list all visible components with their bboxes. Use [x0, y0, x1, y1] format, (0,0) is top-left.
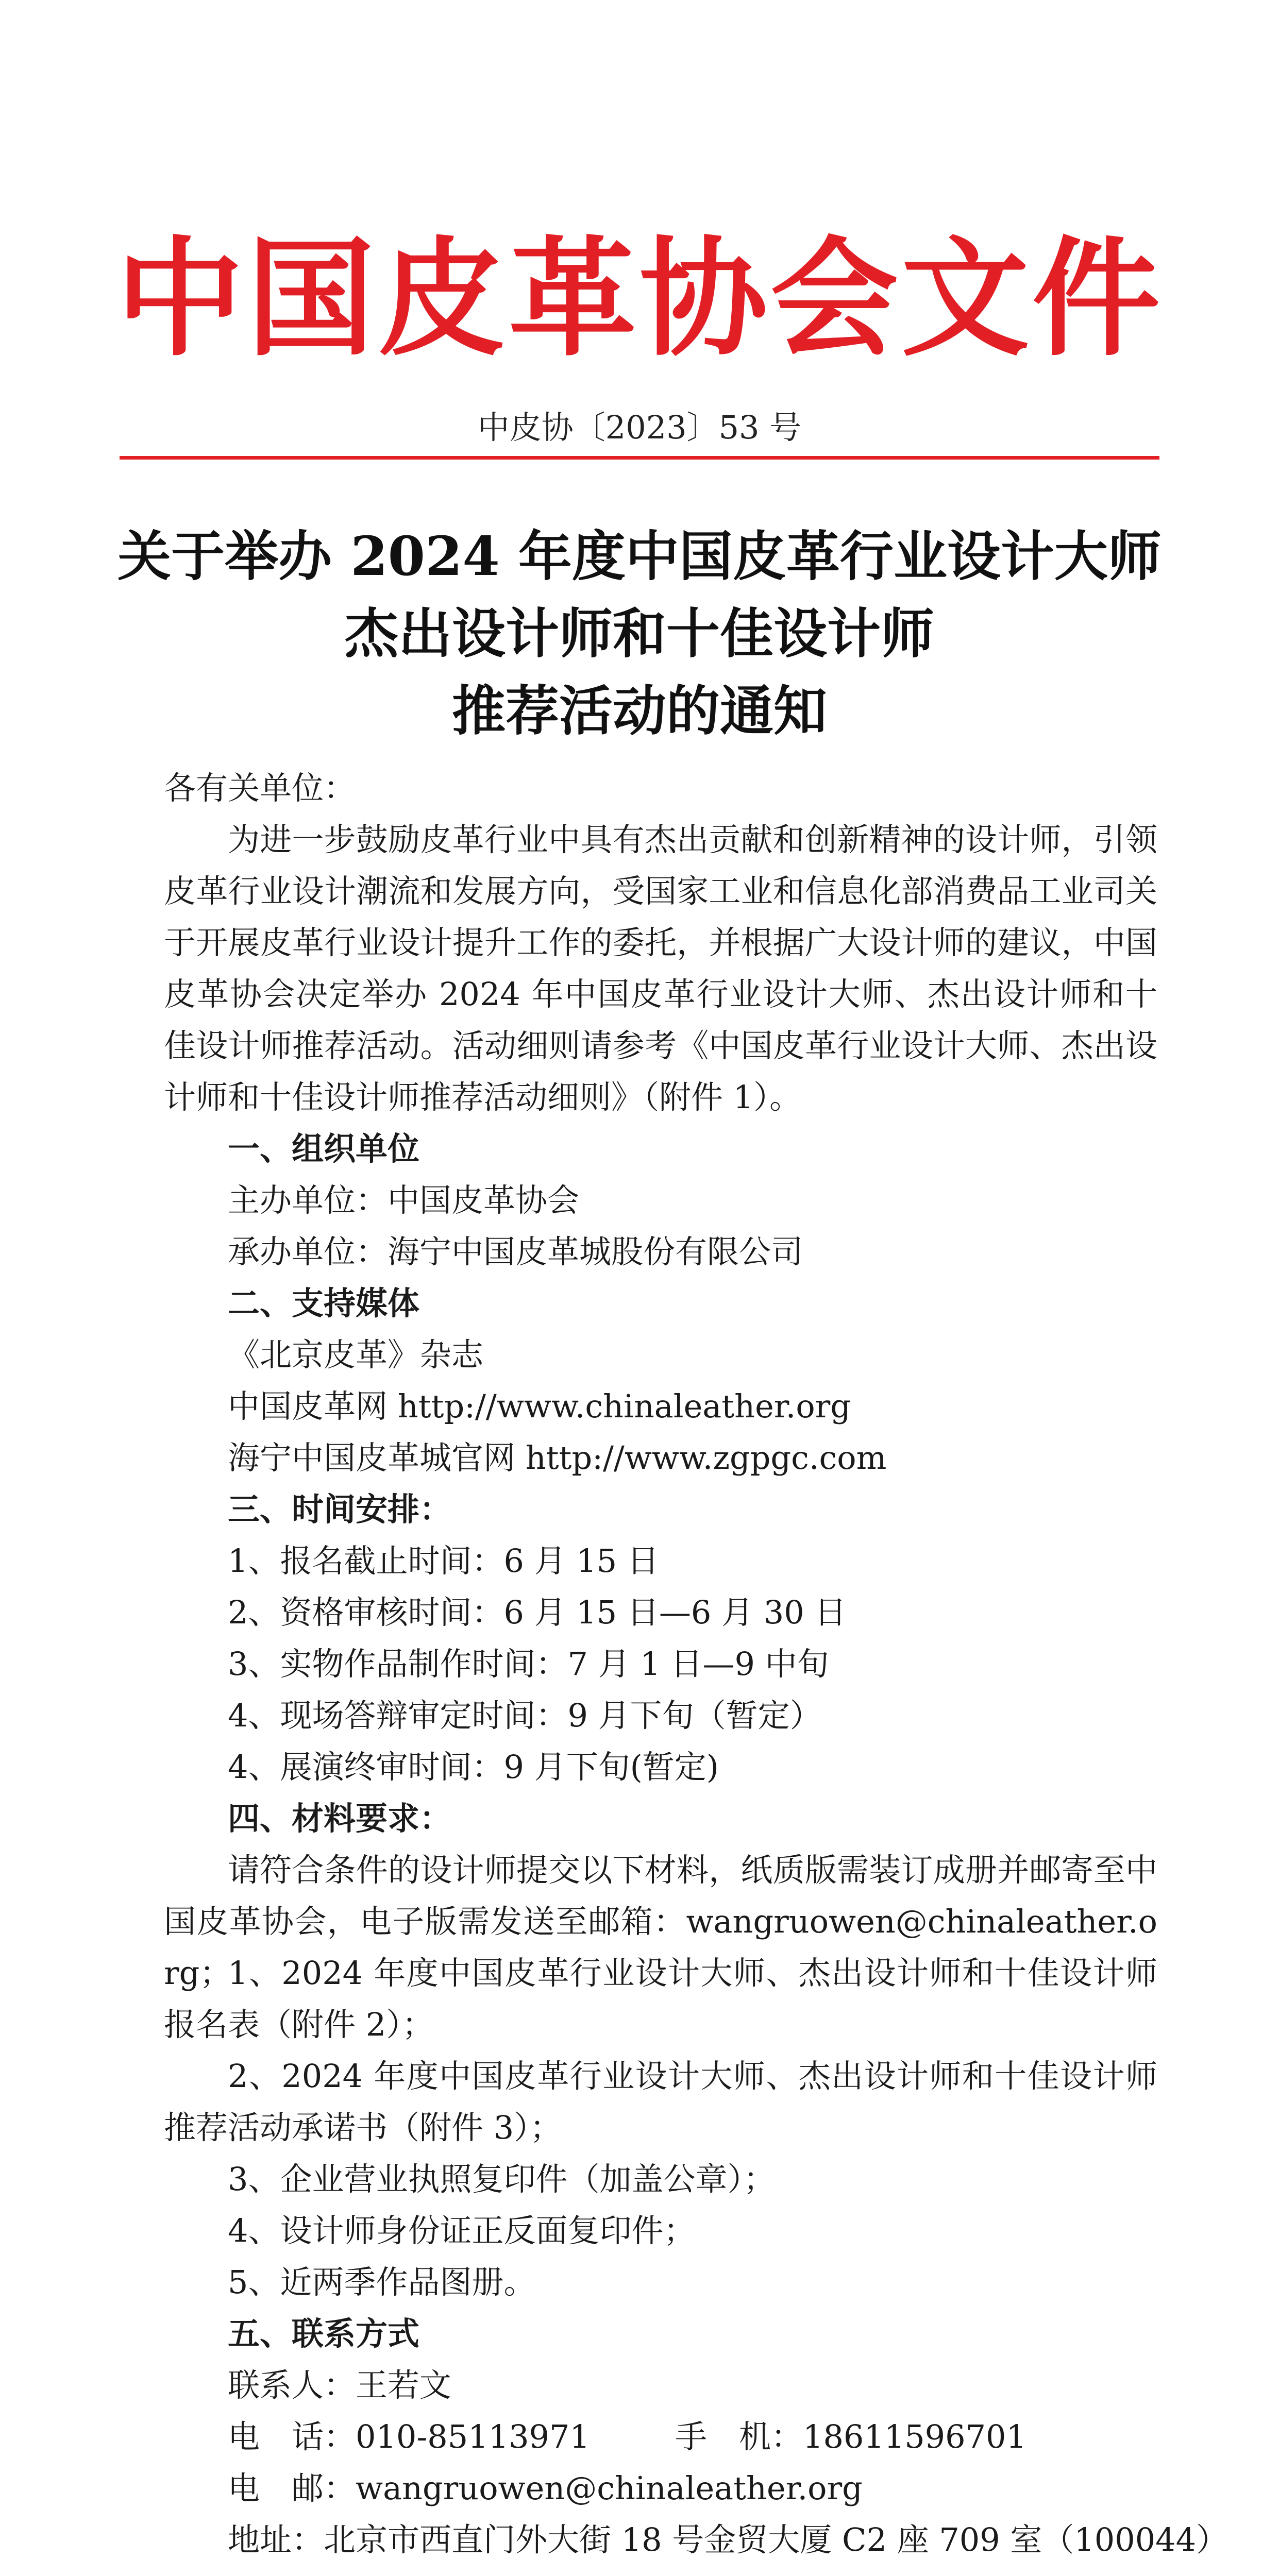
media-item: 海宁中国皮革城官网 http://www.zgpgc.com: [228, 1439, 887, 1477]
materials-intro: 请符合条件的设计师提交以下材料，纸质版需装订成册并邮寄至中国皮革协会，电子版需发送至邮箱：wangruowen@chinaleather.org；: [164, 1851, 1157, 1992]
materials-item: 2、2024 年度中国皮革行业设计大师、杰出设计师和十佳设计师推荐活动承诺书（附件 3）；: [164, 2057, 1157, 2146]
section-heading-schedule: 三、时间安排：: [228, 1490, 452, 1528]
notice-title-line1: 关于举办 2024 年度中国皮革行业设计大师: [117, 524, 1162, 588]
media-item: 《北京皮革》杂志: [228, 1336, 484, 1374]
materials-item: 5、近两季作品图册。: [228, 2263, 536, 2301]
schedule-item: 2、资格审核时间：6 月 15 日—6 月 30 日: [228, 1594, 847, 1631]
contact-phone: 电 话：010-85113971: [228, 2418, 590, 2455]
schedule-item: 4、现场答辩审定时间：9 月下旬（暂定）: [228, 1697, 822, 1734]
contact-address: 地址：北京市西直门外大街 18 号金贸大厦 C2 座 709 室（100044）: [228, 2521, 1228, 2558]
organizer-unit: 承办单位：海宁中国皮革城股份有限公司: [228, 1233, 803, 1270]
media-item: 中国皮革网 http://www.chinaleather.org: [228, 1387, 851, 1425]
materials-item: 1、2024 年度中国皮革行业设计大师、杰出设计师和十佳设计师报名表（附件 2）；: [164, 1954, 1157, 2043]
section-heading-materials: 四、材料要求：: [228, 1800, 452, 1837]
notice-title-line3: 推荐活动的通知: [451, 679, 827, 742]
contact-mobile: 手 机：18611596701: [675, 2418, 1026, 2455]
materials-item: 3、企业营业执照复印件（加盖公章）；: [228, 2160, 776, 2198]
header-divider: [120, 456, 1159, 460]
schedule-item: 4、展演终审时间：9 月下旬(暂定): [228, 1748, 719, 1786]
host-unit: 主办单位：中国皮革协会: [228, 1181, 580, 1219]
schedule-item: 3、实物作品制作时间：7 月 1 日—9 中旬: [228, 1645, 829, 1683]
notice-title-line2: 杰出设计师和十佳设计师: [344, 602, 934, 665]
section-heading-media: 二、支持媒体: [228, 1284, 420, 1322]
materials-item: 4、设计师身份证正反面复印件；: [228, 2212, 696, 2249]
salutation: 各有关单位：: [164, 769, 356, 807]
section-heading-contact: 五、联系方式: [228, 2315, 420, 2352]
document-masthead: 中国皮革协会文件: [116, 224, 1163, 374]
section-heading-organizers: 一、组织单位: [228, 1130, 420, 1167]
intro-paragraph: 为进一步鼓励皮革行业中具有杰出贡献和创新精神的设计师，引领皮革行业设计潮流和发展方向，受国家工业和信息化部消费品工业司关于开展皮革行业设计提升工作的委托，并根据广大设计师的建议，中国皮革协会决定举办 2024 年中国皮革行业设计大师、杰出设计师和十佳设计师推荐活动。活动细则请参考《中国皮革行业设计大师、杰出设计师和十佳设计师推荐活动细则》（附件 1）。: [164, 821, 1157, 1116]
schedule-item: 1、报名截止时间：6 月 15 日: [228, 1542, 659, 1580]
contact-email: 电 邮：wangruowen@chinaleather.org: [228, 2469, 863, 2507]
document-number: 中皮协〔2023〕53 号: [477, 409, 802, 446]
contact-person: 联系人：王若文: [228, 2366, 452, 2404]
